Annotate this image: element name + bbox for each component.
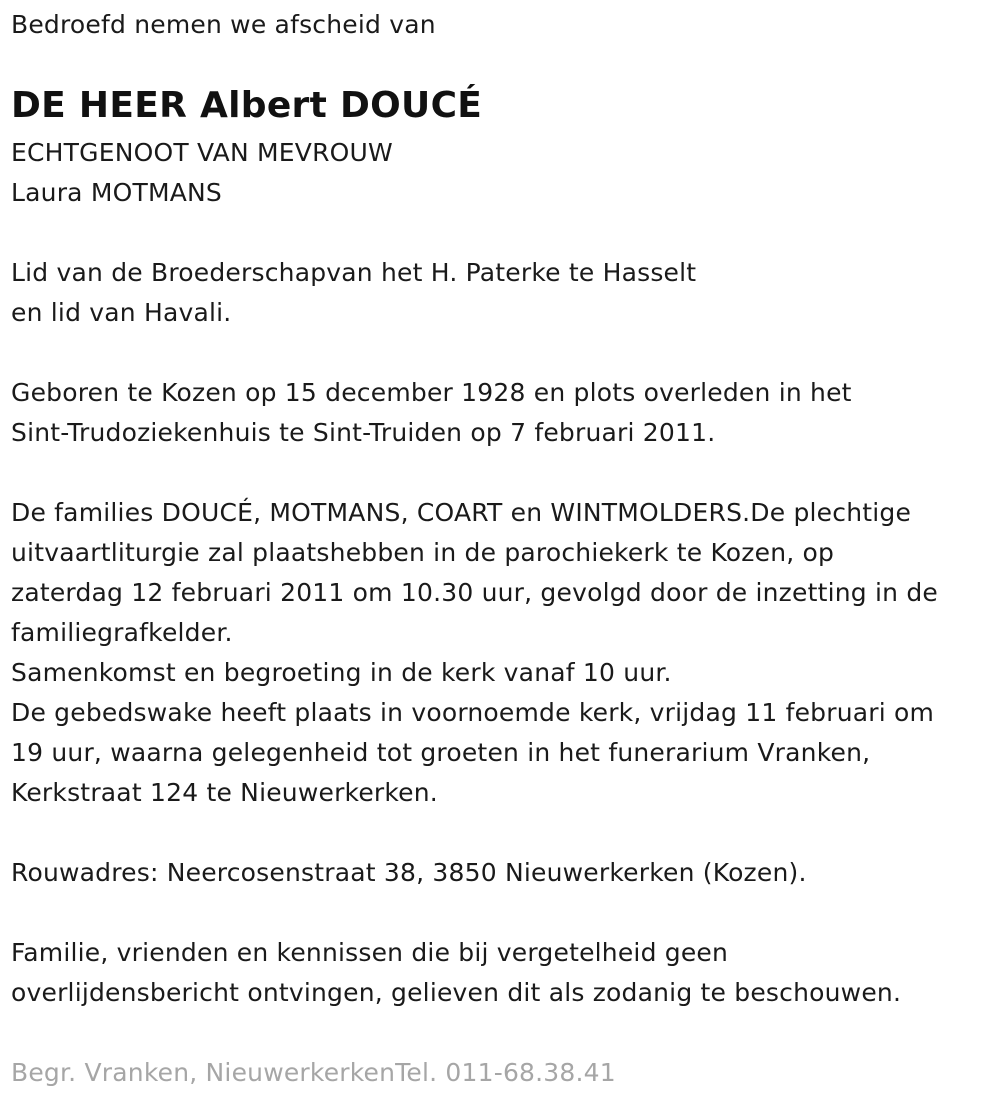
funeral-line: De families DOUCÉ, MOTMANS, COART en WINTMOLDERS.De plechtige xyxy=(11,498,912,527)
birth-death-line: Geboren te Kozen op 15 december 1928 en plots overleden in het xyxy=(11,378,852,407)
spouse-title: ECHTGENOOT VAN MEVROUW xyxy=(11,138,393,167)
birth-death-line: Sint-Trudoziekenhuis te Sint-Truiden op 7 februari 2011. xyxy=(11,418,716,447)
notice-line: overlijdensbericht ontvingen, gelieven dit als zodanig te beschouwen. xyxy=(11,978,902,1007)
funeral-line: uitvaartliturgie zal plaatshebben in de parochiekerk te Kozen, op xyxy=(11,538,835,567)
funeral-line: familiegrafkelder. xyxy=(11,618,233,647)
membership-line: en lid van Havali. xyxy=(11,298,232,327)
funeral-paragraph xyxy=(11,493,938,813)
funeral-line: De gebedswake heeft plaats in voornoemde kerk, vrijdag 11 februari om xyxy=(11,698,935,727)
deceased-name: DE HEER Albert DOUCÉ xyxy=(11,85,483,126)
mourning-address: Rouwadres: Neercosenstraat 38, 3850 Nieuwerkerken (Kozen). xyxy=(11,858,807,887)
funeral-line: Kerkstraat 124 te Nieuwerkerken. xyxy=(11,778,438,807)
address-paragraph xyxy=(11,853,807,893)
intro-text: Bedroefd nemen we afscheid van xyxy=(11,10,436,39)
funeral-line: 19 uur, waarna gelegenheid tot groeten in het funerarium Vranken, xyxy=(11,738,871,767)
birth-death-paragraph xyxy=(11,373,852,453)
funeral-line: Samenkomst en begroeting in de kerk vanaf 10 uur. xyxy=(11,658,672,687)
notice-paragraph xyxy=(11,933,901,1013)
funeral-home-footer: Begr. Vranken, NieuwerkerkenTel. 011-68.38.41 xyxy=(11,1058,616,1087)
spouse-block xyxy=(11,133,393,213)
notice-line: Familie, vrienden en kennissen die bij vergetelheid geen xyxy=(11,938,729,967)
funeral-line: zaterdag 12 februari 2011 om 10.30 uur, gevolgd door de inzetting in de xyxy=(11,578,938,607)
spouse-name: Laura MOTMANS xyxy=(11,178,222,207)
membership-paragraph xyxy=(11,253,696,333)
membership-line: Lid van de Broederschapvan het H. Paterke te Hasselt xyxy=(11,258,697,287)
